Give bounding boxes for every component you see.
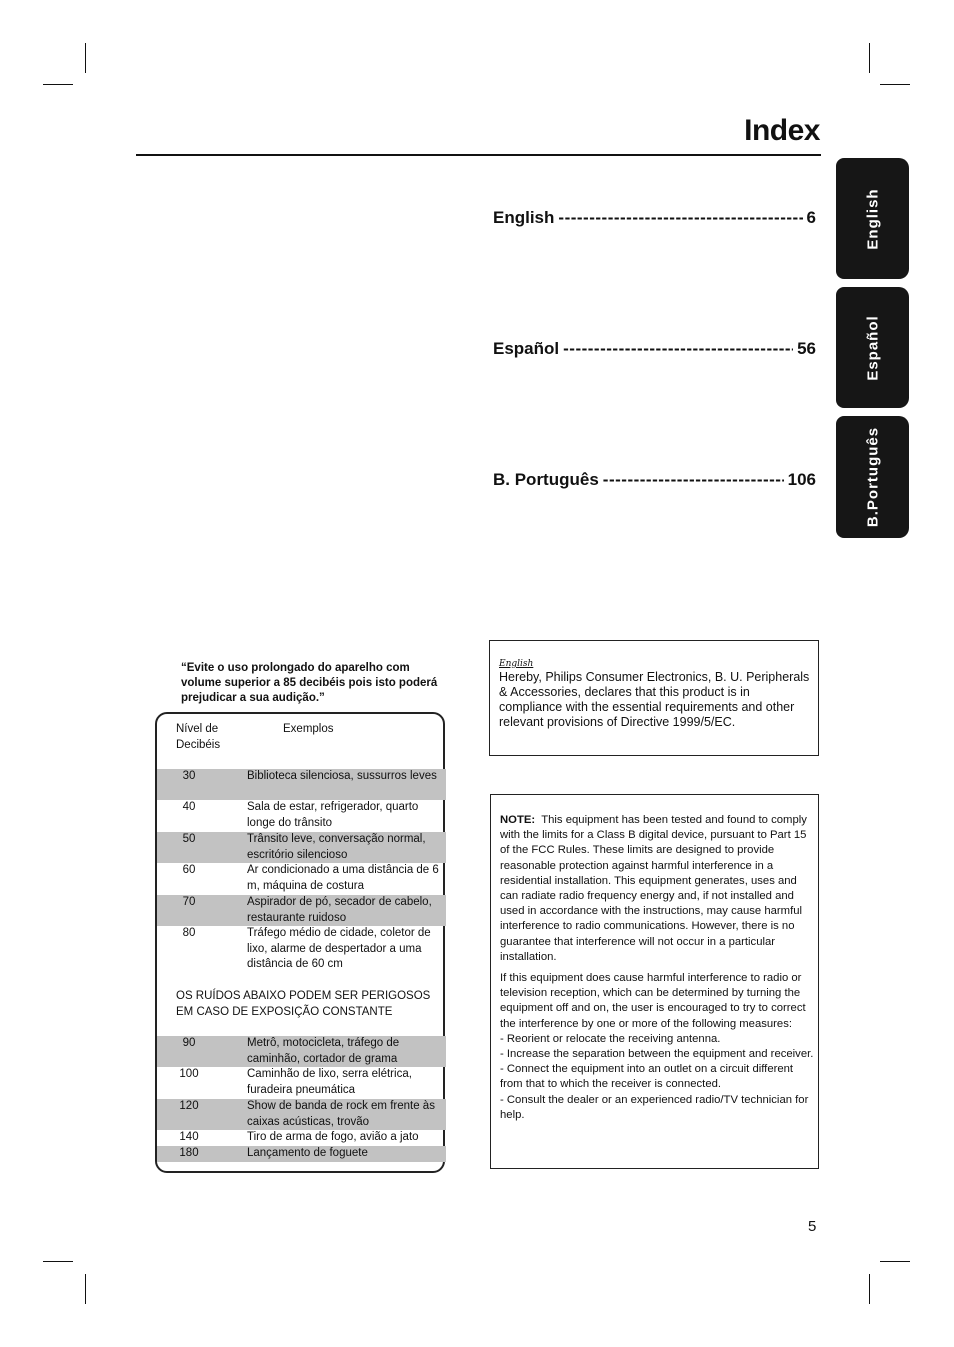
- table-row: [157, 1130, 446, 1146]
- decibel-level: 50: [182, 833, 196, 845]
- table-row: [157, 895, 446, 926]
- toc-page: 6: [806, 208, 816, 227]
- decibel-example: Show de banda de rock em frente às caixas acústicas, trovão: [247, 1100, 435, 1128]
- toc-page: 56: [797, 339, 816, 358]
- crop-mark: [85, 1274, 86, 1304]
- crop-mark: [43, 1261, 73, 1262]
- declaration-box: [489, 640, 819, 756]
- table-row: [157, 1146, 446, 1162]
- tab-label: Español: [864, 314, 881, 381]
- toc-leader: [603, 470, 784, 490]
- decibel-example: Biblioteca silenciosa, sussurros leves: [247, 770, 437, 782]
- table-row: [157, 863, 446, 895]
- fcc-paragraph-1: [500, 813, 814, 965]
- col-header-examples: Exemplos: [283, 723, 334, 735]
- crop-mark: [869, 1274, 870, 1304]
- tab-label: English: [864, 187, 881, 250]
- table-row: [157, 1067, 446, 1099]
- decibel-level: 70: [182, 896, 196, 908]
- decibel-example: Trânsito leve, conversação normal, escritório silencioso: [247, 833, 426, 861]
- crop-mark: [869, 43, 870, 73]
- fcc-paragraph-1-text: This equipment has been tested and found to comply with the limits for a Class B digital device, pursuant to Part 15 of the FCC Rules. These limits are designed to provide reasonable protection against harmful interference in a residential installation. This equipment generates, uses and can radiate radio frequency energy and, if not installed and used in accordance with the instructions, may cause harmful interference to radio communications. However, there is no guarantee that interference will not occur in a particular installation.: [500, 814, 807, 963]
- fcc-paragraph-2: If this equipment does cause harmful interference to radio or television reception, which can be determined by turning the equipment off and on, the user is encouraged to try to correct the interference by one or more of the following measures:: [500, 972, 806, 1030]
- title-divider: [136, 154, 821, 156]
- page-title: Index: [744, 114, 820, 147]
- decibel-level: 40: [182, 801, 196, 813]
- declaration-language: English: [499, 659, 534, 669]
- decibel-level: 80: [182, 927, 196, 939]
- decibel-example: Sala de estar, refrigerador, quarto longe do trânsito: [247, 801, 419, 829]
- decibel-example: Tráfego médio de cidade, coletor de lixo, alarme de despertador a uma distância de 60 cm: [247, 927, 431, 970]
- decibel-example: Metrô, motocicleta, tráfego de caminhão, cortador de grama: [247, 1037, 400, 1065]
- decibel-example: Aspirador de pó, secador de cabelo, restaurante ruidoso: [247, 896, 432, 924]
- toc-entry-espanol[interactable]: [493, 339, 816, 359]
- fcc-measure: - Consult the dealer or an experienced radio/TV technician for help.: [500, 1093, 809, 1121]
- fcc-note-label: NOTE:: [500, 814, 536, 826]
- table-row: [157, 926, 446, 974]
- fcc-measure: - Reorient or relocate the receiving antenna.: [500, 1032, 721, 1045]
- tab-espanol[interactable]: [836, 287, 909, 408]
- crop-mark: [85, 43, 86, 73]
- tab-portugues[interactable]: [836, 416, 909, 538]
- toc-leader: [563, 339, 793, 359]
- decibel-example: Lançamento de foguete: [247, 1147, 368, 1159]
- decibel-example: Ar condicionado a uma distância de 6 m, máquina de costura: [247, 864, 439, 892]
- fcc-measure: - Connect the equipment into an outlet on a circuit different from that to which the receiver is connected.: [500, 1063, 794, 1091]
- decibel-level: 30: [182, 770, 196, 782]
- table-row: [157, 800, 446, 832]
- table-row: [157, 769, 446, 800]
- decibel-example: Caminhão de lixo, serra elétrica, furadeira pneumática: [247, 1068, 412, 1096]
- fcc-note-box: [490, 794, 819, 1169]
- decibel-level: 60: [182, 864, 196, 876]
- danger-note: OS RUÍDOS ABAIXO PODEM SER PERIGOSOS EM CASO DE EXPOSIÇÃO CONSTANTE: [176, 990, 431, 1018]
- crop-mark: [880, 1261, 910, 1262]
- tab-label: B.Português: [864, 426, 881, 528]
- toc-entry-english[interactable]: [493, 208, 816, 228]
- page-number: 5: [808, 1218, 817, 1235]
- decibel-level: 100: [179, 1068, 199, 1080]
- fcc-measure: - Increase the separation between the equipment and receiver.: [500, 1048, 814, 1061]
- toc-leader: [558, 208, 802, 228]
- table-row: [157, 832, 446, 863]
- toc-page: 106: [787, 470, 816, 489]
- table-row: [157, 1036, 446, 1067]
- decibel-example: Tiro de arma de fogo, avião a jato: [247, 1131, 419, 1143]
- col-header-level: Nível de Decibéis: [176, 723, 221, 751]
- toc-label: English: [493, 208, 555, 227]
- toc-label: Español: [493, 339, 560, 358]
- toc-label: B. Português: [493, 470, 599, 489]
- hearing-warning: “Evite o uso prolongado do aparelho com volume superior a 85 decibéis pois isto poderá prejudicar a sua audição.”: [181, 662, 438, 704]
- table-row: [157, 1099, 446, 1130]
- crop-mark: [880, 84, 910, 85]
- decibel-level: 90: [182, 1037, 196, 1049]
- toc-entry-portugues[interactable]: [493, 470, 816, 490]
- tab-english[interactable]: [836, 158, 909, 279]
- decibel-level: 120: [179, 1100, 199, 1112]
- decibel-level: 140: [179, 1131, 199, 1143]
- decibel-level: 180: [179, 1147, 199, 1159]
- crop-mark: [43, 84, 73, 85]
- declaration-text: Hereby, Philips Consumer Electronics, B. U. Peripherals & Accessories, declares that this product is in compliance with the essential requirements and other relevant provisions of Directive 1999/5/EC.: [499, 670, 810, 729]
